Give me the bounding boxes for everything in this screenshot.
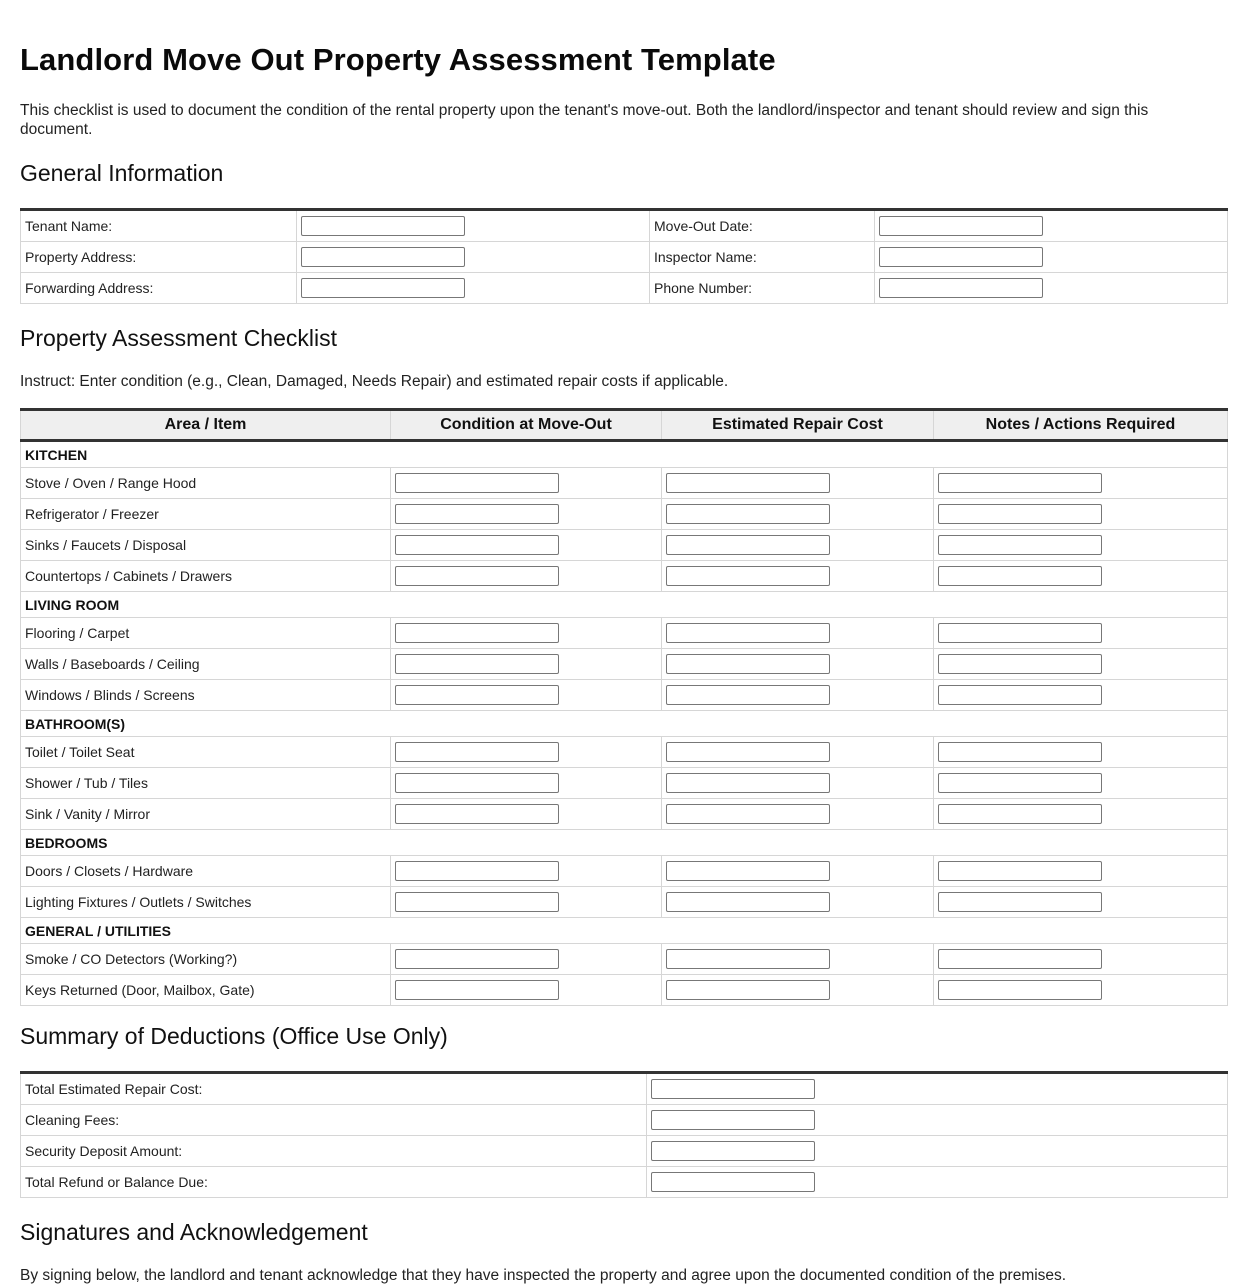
checklist-row <box>21 680 1228 711</box>
section-row <box>21 918 1228 944</box>
general-info-row <box>21 273 1228 304</box>
summary-heading: Summary of Deductions (Office Use Only) <box>20 1023 448 1049</box>
checklist-heading: Property Assessment Checklist <box>20 325 338 351</box>
condition-input[interactable] <box>395 892 559 912</box>
condition-input-cell <box>391 618 662 649</box>
repair-cost-input[interactable] <box>666 504 830 524</box>
repair-cost-input-cell <box>662 649 934 680</box>
general-info-row <box>21 210 1228 242</box>
section-row <box>21 830 1228 856</box>
text-input-cell <box>875 242 1228 273</box>
repair-cost-input-cell <box>662 944 934 975</box>
repair-cost-input-cell <box>662 561 934 592</box>
repair-cost-input[interactable] <box>666 773 830 793</box>
page-title: Landlord Move Out Property Assessment Template <box>20 42 776 77</box>
condition-input[interactable] <box>395 535 559 555</box>
item-label: Keys Returned (Door, Mailbox, Gate) <box>21 975 391 1006</box>
condition-input-cell <box>391 680 662 711</box>
item-label: Stove / Oven / Range Hood <box>21 468 391 499</box>
checklist-table <box>20 408 1228 1006</box>
notes-input[interactable] <box>938 623 1102 643</box>
checklist-row <box>21 530 1228 561</box>
condition-input-cell <box>391 561 662 592</box>
general-info-heading: General Information <box>20 160 224 186</box>
summary-input[interactable] <box>651 1172 815 1192</box>
checklist-row <box>21 737 1228 768</box>
column-header: Condition at Move-Out <box>391 410 662 441</box>
checklist-row <box>21 768 1228 799</box>
checklist-row <box>21 468 1228 499</box>
column-header: Area / Item <box>21 410 391 441</box>
summary-label: Security Deposit Amount: <box>21 1136 647 1167</box>
notes-input[interactable] <box>938 861 1102 881</box>
item-label: Lighting Fixtures / Outlets / Switches <box>21 887 391 918</box>
notes-input-cell <box>934 799 1228 830</box>
item-label: Smoke / CO Detectors (Working?) <box>21 944 391 975</box>
condition-input[interactable] <box>395 685 559 705</box>
checklist-row <box>21 975 1228 1006</box>
condition-input-cell <box>391 468 662 499</box>
notes-input[interactable] <box>938 566 1102 586</box>
condition-input[interactable] <box>395 566 559 586</box>
notes-input[interactable] <box>938 473 1102 493</box>
repair-cost-input-cell <box>662 468 934 499</box>
summary-input-cell <box>647 1073 1228 1105</box>
repair-cost-input-cell <box>662 768 934 799</box>
checklist-row <box>21 561 1228 592</box>
text-input-cell <box>875 210 1228 242</box>
summary-label: Total Refund or Balance Due: <box>21 1167 647 1198</box>
signatures-text: By signing below, the landlord and tenant acknowledge that they have inspected the property and agree upon the documented condition of the premises. <box>20 1267 1067 1284</box>
text-input-cell <box>297 242 650 273</box>
text-input[interactable] <box>301 278 465 298</box>
condition-input[interactable] <box>395 473 559 493</box>
section-row <box>21 441 1228 468</box>
checklist-row <box>21 649 1228 680</box>
condition-input-cell <box>391 856 662 887</box>
item-label: Walls / Baseboards / Ceiling <box>21 649 391 680</box>
signatures-heading: Signatures and Acknowledgement <box>20 1219 368 1245</box>
repair-cost-input-cell <box>662 737 934 768</box>
item-label: Refrigerator / Freezer <box>21 499 391 530</box>
text-input-cell <box>875 273 1228 304</box>
summary-input-cell <box>647 1105 1228 1136</box>
column-header: Estimated Repair Cost <box>662 410 934 441</box>
notes-input-cell <box>934 530 1228 561</box>
notes-input[interactable] <box>938 504 1102 524</box>
repair-cost-input[interactable] <box>666 742 830 762</box>
field-label: Move-Out Date: <box>650 210 875 242</box>
notes-input-cell <box>934 649 1228 680</box>
checklist-row <box>21 887 1228 918</box>
repair-cost-input-cell <box>662 799 934 830</box>
text-input[interactable] <box>301 247 465 267</box>
repair-cost-input[interactable] <box>666 623 830 643</box>
summary-input-cell <box>647 1136 1228 1167</box>
condition-input[interactable] <box>395 980 559 1000</box>
column-header: Notes / Actions Required <box>934 410 1228 441</box>
repair-cost-input[interactable] <box>666 980 830 1000</box>
repair-cost-input[interactable] <box>666 949 830 969</box>
text-input[interactable] <box>879 216 1043 236</box>
text-input[interactable] <box>879 278 1043 298</box>
condition-input-cell <box>391 499 662 530</box>
condition-input[interactable] <box>395 804 559 824</box>
notes-input-cell <box>934 680 1228 711</box>
summary-row <box>21 1105 1228 1136</box>
condition-input[interactable] <box>395 949 559 969</box>
checklist-row <box>21 856 1228 887</box>
notes-input[interactable] <box>938 742 1102 762</box>
section-title: KITCHEN <box>21 441 1228 468</box>
repair-cost-input-cell <box>662 530 934 561</box>
notes-input[interactable] <box>938 654 1102 674</box>
condition-input-cell <box>391 887 662 918</box>
condition-input[interactable] <box>395 773 559 793</box>
repair-cost-input[interactable] <box>666 861 830 881</box>
summary-row <box>21 1073 1228 1105</box>
repair-cost-input-cell <box>662 856 934 887</box>
notes-input-cell <box>934 618 1228 649</box>
field-label: Forwarding Address: <box>21 273 297 304</box>
notes-input-cell <box>934 468 1228 499</box>
notes-input[interactable] <box>938 685 1102 705</box>
repair-cost-input[interactable] <box>666 685 830 705</box>
section-title: BEDROOMS <box>21 830 1228 856</box>
repair-cost-input-cell <box>662 618 934 649</box>
notes-input[interactable] <box>938 804 1102 824</box>
notes-input-cell <box>934 499 1228 530</box>
notes-input[interactable] <box>938 980 1102 1000</box>
checklist-row <box>21 944 1228 975</box>
field-label: Phone Number: <box>650 273 875 304</box>
notes-input-cell <box>934 887 1228 918</box>
checklist-row <box>21 618 1228 649</box>
notes-input[interactable] <box>938 773 1102 793</box>
text-input-cell <box>297 210 650 242</box>
condition-input-cell <box>391 530 662 561</box>
item-label: Windows / Blinds / Screens <box>21 680 391 711</box>
condition-input[interactable] <box>395 654 559 674</box>
notes-input-cell <box>934 768 1228 799</box>
summary-row <box>21 1136 1228 1167</box>
section-row <box>21 592 1228 618</box>
notes-input-cell <box>934 856 1228 887</box>
condition-input-cell <box>391 944 662 975</box>
repair-cost-input[interactable] <box>666 892 830 912</box>
general-info-row <box>21 242 1228 273</box>
item-label: Toilet / Toilet Seat <box>21 737 391 768</box>
notes-input-cell <box>934 737 1228 768</box>
condition-input[interactable] <box>395 861 559 881</box>
notes-input[interactable] <box>938 535 1102 555</box>
checklist-instruction: Instruct: Enter condition (e.g., Clean, Damaged, Needs Repair) and estimated repair costs if applicable. <box>20 373 729 390</box>
summary-input[interactable] <box>651 1141 815 1161</box>
repair-cost-input[interactable] <box>666 654 830 674</box>
item-label: Flooring / Carpet <box>21 618 391 649</box>
checklist-row <box>21 499 1228 530</box>
condition-input-cell <box>391 799 662 830</box>
condition-input-cell <box>391 768 662 799</box>
summary-row <box>21 1167 1228 1198</box>
summary-input[interactable] <box>651 1110 815 1130</box>
condition-input[interactable] <box>395 504 559 524</box>
field-label: Tenant Name: <box>21 210 297 242</box>
section-title: LIVING ROOM <box>21 592 1228 618</box>
summary-label: Total Estimated Repair Cost: <box>21 1073 647 1105</box>
repair-cost-input[interactable] <box>666 535 830 555</box>
condition-input[interactable] <box>395 623 559 643</box>
summary-label: Cleaning Fees: <box>21 1105 647 1136</box>
repair-cost-input[interactable] <box>666 804 830 824</box>
field-label: Inspector Name: <box>650 242 875 273</box>
repair-cost-input-cell <box>662 887 934 918</box>
notes-input-cell <box>934 944 1228 975</box>
summary-table <box>20 1071 1228 1198</box>
item-label: Doors / Closets / Hardware <box>21 856 391 887</box>
condition-input[interactable] <box>395 742 559 762</box>
item-label: Sink / Vanity / Mirror <box>21 799 391 830</box>
item-label: Shower / Tub / Tiles <box>21 768 391 799</box>
repair-cost-input[interactable] <box>666 566 830 586</box>
field-label: Property Address: <box>21 242 297 273</box>
summary-input[interactable] <box>651 1079 815 1099</box>
text-input-cell <box>297 273 650 304</box>
repair-cost-input-cell <box>662 680 934 711</box>
summary-input-cell <box>647 1167 1228 1198</box>
notes-input[interactable] <box>938 892 1102 912</box>
text-input[interactable] <box>301 216 465 236</box>
text-input[interactable] <box>879 247 1043 267</box>
notes-input[interactable] <box>938 949 1102 969</box>
intro-text: This checklist is used to document the condition of the rental property upon the tenant's move-out. Both the landlord/inspector and tenant should review and sign this document. <box>20 102 1149 138</box>
section-title: GENERAL / UTILITIES <box>21 918 1228 944</box>
notes-input-cell <box>934 561 1228 592</box>
repair-cost-input-cell <box>662 975 934 1006</box>
checklist-row <box>21 799 1228 830</box>
repair-cost-input[interactable] <box>666 473 830 493</box>
section-title: BATHROOM(S) <box>21 711 1228 737</box>
condition-input-cell <box>391 737 662 768</box>
item-label: Countertops / Cabinets / Drawers <box>21 561 391 592</box>
general-info-table <box>20 208 1228 304</box>
condition-input-cell <box>391 649 662 680</box>
item-label: Sinks / Faucets / Disposal <box>21 530 391 561</box>
section-row <box>21 711 1228 737</box>
repair-cost-input-cell <box>662 499 934 530</box>
notes-input-cell <box>934 975 1228 1006</box>
condition-input-cell <box>391 975 662 1006</box>
